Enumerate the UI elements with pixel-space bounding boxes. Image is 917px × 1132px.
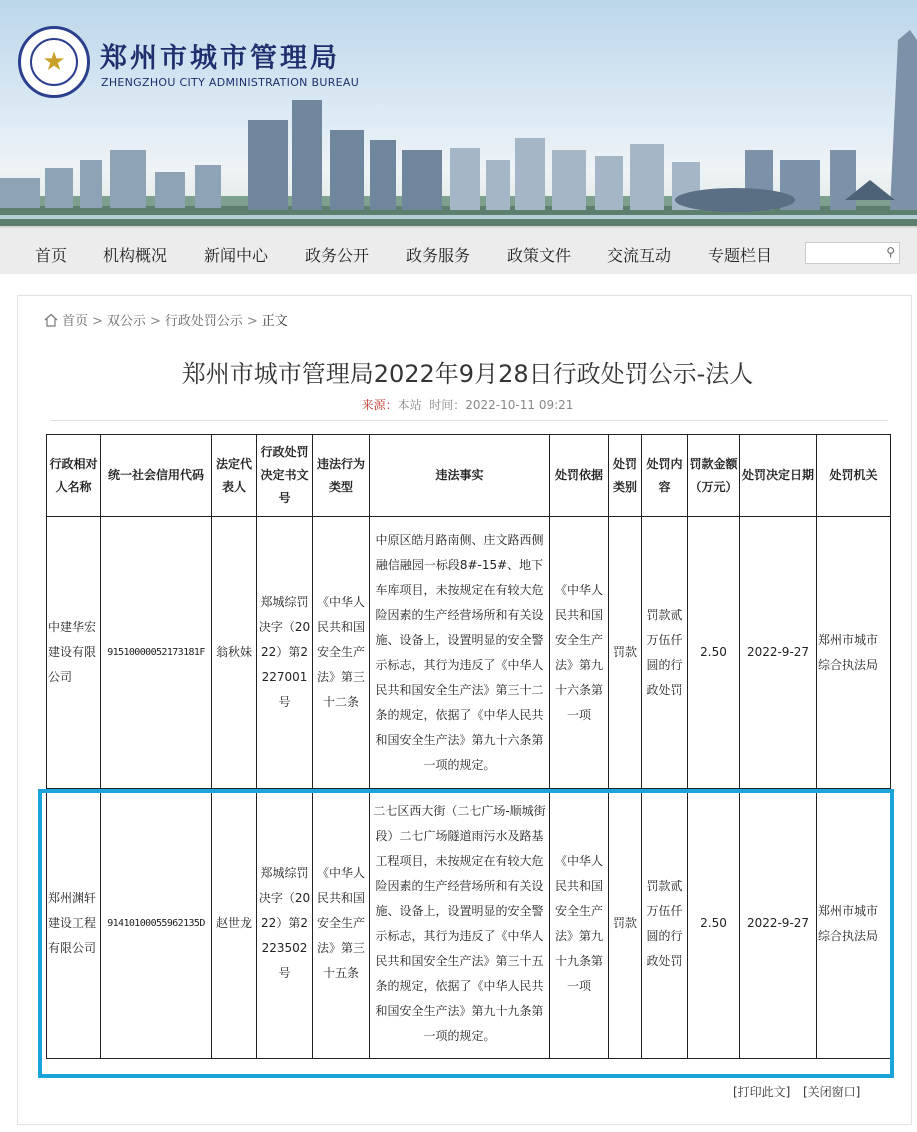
table-header-row	[47, 435, 891, 517]
title-divider	[50, 420, 888, 421]
breadcrumb	[44, 310, 288, 329]
nav-item-policies[interactable]: 政策文件	[507, 246, 572, 265]
table-cell: 2022-9-27	[740, 517, 817, 789]
table-cell: 《中华人民共和国安全生产法》第三十五条	[313, 789, 370, 1059]
table-cell: 2.50	[688, 789, 740, 1059]
nav-item-about[interactable]: 机构概况	[103, 246, 168, 265]
breadcrumb-double-publicity[interactable]: 双公示	[106, 314, 146, 329]
table-cell: 罚款	[609, 789, 642, 1059]
nav-item-home[interactable]: 首页	[35, 246, 68, 265]
print-button[interactable]: [打印此文]	[733, 1085, 791, 1099]
col-header: 处罚机关	[817, 435, 891, 517]
main-nav	[0, 226, 917, 274]
chevron-right-icon: >	[149, 314, 161, 329]
chevron-right-icon: >	[92, 314, 103, 329]
table-cell: 郑州市城市综合执法局	[817, 789, 891, 1059]
table-cell: 赵世龙	[212, 789, 257, 1059]
search-input[interactable]	[806, 243, 882, 263]
article-title: 郑州市城市管理局2022年9月28日行政处罚公示-法人	[181, 360, 754, 388]
bureau-logo[interactable]	[18, 26, 90, 98]
close-window-button[interactable]: [关闭窗口]	[803, 1085, 861, 1099]
table-cell: 郑州市城市综合执法局	[817, 517, 891, 789]
breadcrumb-current: 正文	[261, 314, 288, 329]
nav-item-open-government[interactable]: 政务公开	[305, 246, 370, 265]
site-title: 郑州市城市管理局	[100, 43, 340, 74]
nav-item-news[interactable]: 新闻中心	[204, 246, 269, 265]
col-header: 违法事实	[370, 435, 550, 517]
selection-highlight	[38, 789, 894, 1078]
table-cell: 91510000052173181F	[101, 517, 212, 789]
table-row	[47, 517, 891, 789]
table-cell: 翁秋妹	[212, 517, 257, 789]
col-header: 处罚依据	[550, 435, 609, 517]
col-header: 行政处罚决定书文号	[257, 435, 313, 517]
col-header: 处罚类别	[609, 435, 642, 517]
table-cell: 罚款贰万伍仟圆的行政处罚	[642, 517, 688, 789]
nav-item-topics[interactable]: 专题栏目	[708, 246, 773, 265]
nav-item-interaction[interactable]: 交流互动	[607, 246, 672, 265]
source-label: 来源：	[361, 398, 398, 412]
col-header: 行政相对人名称	[47, 435, 101, 517]
table-cell: 2022-9-27	[740, 789, 817, 1059]
site-subtitle: ZHENGZHOU CITY ADMINISTRATION BUREAU	[101, 76, 360, 89]
table-cell: 91410100055962135D	[101, 789, 212, 1059]
col-header: 违法行为类型	[313, 435, 370, 517]
site-banner	[0, 0, 917, 226]
search-box	[805, 242, 900, 264]
table-cell: 中建华宏建设有限公司	[47, 517, 101, 789]
col-header: 罚款金额（万元）	[688, 435, 740, 517]
table-cell: 中原区皓月路南侧、庄文路西侧融信融园一标段8#-15#、地下车库项目，未按规定在有较大危险因素的生产经营场所和有关设施、设备上，设置明显的安全警示标志，其行为违反了《中华人民共和国安全生产法》第三十二条的规定，依据了《中华人民共和国安全生产法》第九十六条第一项的规定。	[370, 517, 550, 789]
time-label: 时间：	[429, 398, 466, 412]
col-header: 法定代表人	[212, 435, 257, 517]
col-header: 统一社会信用代码	[101, 435, 212, 517]
emblem-icon: ★	[30, 38, 78, 86]
col-header: 处罚内容	[642, 435, 688, 517]
table-cell: 《中华人民共和国安全生产法》第三十二条	[313, 517, 370, 789]
home-icon	[44, 313, 58, 327]
table-cell: 《中华人民共和国安全生产法》第九十六条第一项	[550, 517, 609, 789]
table-cell: 郑城综罚决字（2022）第2227001号	[257, 517, 313, 789]
nav-item-services[interactable]: 政务服务	[406, 246, 471, 265]
table-cell: 二七区西大街（二七广场-顺城街段）二七广场隧道雨污水及路基工程项目，未按规定在有较大危险因素的生产经营场所和有关设施、设备上，设置明显的安全警示标志，其行为违反了《中华人民共和国安全生产法》第三十五条的规定，依据了《中华人民共和国安全生产法》第九十九条第一项的规定。	[370, 789, 550, 1059]
source-value: 本站	[397, 398, 422, 412]
chevron-right-icon: >	[246, 314, 258, 329]
breadcrumb-home[interactable]: 首页	[62, 314, 89, 329]
table-cell: 郑城综罚决字（2022）第2223502号	[257, 789, 313, 1059]
col-header: 处罚决定日期	[740, 435, 817, 517]
time-value: 2022-10-11 09:21	[465, 398, 574, 412]
search-icon[interactable]: ⚲	[886, 245, 895, 259]
table-cell: 罚款贰万伍仟圆的行政处罚	[642, 789, 688, 1059]
table-cell: 郑州渊轩建设工程有限公司	[47, 789, 101, 1059]
table-cell: 2.50	[688, 517, 740, 789]
breadcrumb-penalty-publicity[interactable]: 行政处罚公示	[164, 314, 243, 329]
table-cell: 罚款	[609, 517, 642, 789]
city-skyline-illustration	[0, 0, 917, 226]
table-cell: 《中华人民共和国安全生产法》第九十九条第一项	[550, 789, 609, 1059]
article-meta	[0, 396, 917, 413]
